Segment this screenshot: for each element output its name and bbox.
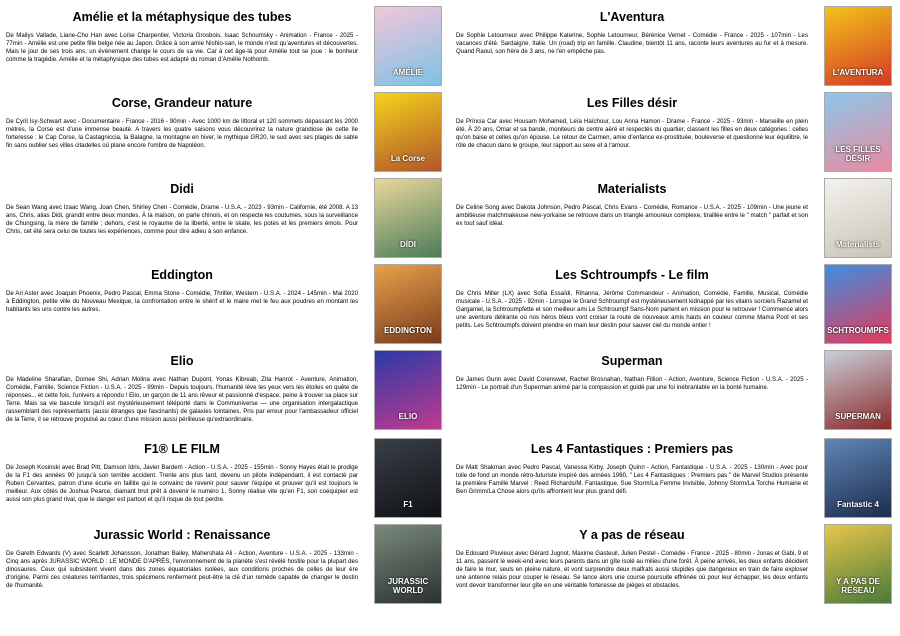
film-title: Superman — [601, 354, 663, 368]
film-poster — [824, 524, 892, 604]
film-text — [456, 258, 808, 330]
film-poster — [824, 178, 892, 258]
film-description: De Madeline Sharafian, Domee Shi, Adrian Molina avec Nathan Dupont, Yonas Kibreab, Zita Hanrot - Aventure, Animation, Comédie, Famille, Science Fiction - U.S.A. - 2025 - 99min - Depuis toujours, l'humanité lève les yeux vers les étoiles en quête de réponses... et cette fois, l'univers a répondu ! Elio, un garçon de 11 ans rêveur et passionné d'espace, peine à trouver sa place sur Terre. Mais sa vie bascule lorsqu'il est mystérieusement téléporté dans le Communiverse — une organisation intergalactique rassemblant des représentants (aussi étranges que fascinants) de galaxies lointaines. Pris par erreur pour l'ambassadeur officiel de la Terre, il se retrouve propulsé au cœur d'une mission aussi périlleuse qu'extraordinaire. — [6, 376, 358, 423]
film-poster — [374, 438, 442, 518]
film-description: De Mailys Vallade, Liane-Cho Han avec Loïse Charpentier, Victoria Grosbois, Isaac Schoumsky - Animation - France - 2025 - 77min - Amélie est une petite fille belge née au Japon. Grâce à son amie Nishio-san, le monde n'est qu'aventures et découvertes. Mais le jour de ses trois ans, un événement change le cours de sa vie. Car à cet âge-là pour Amélie tout se joue : le bonheur comme la tragédie. Amélie et la métaphysique des tubes est adapté du roman d'Amélie Nothomb. — [6, 32, 358, 63]
film-description: De Chris Miller (LX) avec Sofia Essaïdi, Rihanna, Jérôme Commandeur - Animation, Comédie, Famille, Musical, Comédie musicale - U.S.A. - 2025 - 92min - Lorsque le Grand Schtroumpf est mystérieusement kidnappé par les vilains sorciers Razamel et Gargamel, la Schtroumpfette et son meilleur ami Le Schtroumpf Sans-Nom partent en mission pour le retrouver ! Commence alors une aventure délirante où nos héros bleus vont croiser la route de nouveaux amis hauts en couleur comme Mama Poot et ses petits. Les Schtroumpfs doivent prendre en main leur destin pour sauver ciel du monde entier ! — [456, 290, 808, 329]
film-poster — [824, 264, 892, 344]
film-poster — [374, 264, 442, 344]
film-title: Les Filles désir — [586, 96, 678, 110]
poster-title: DÌDI — [400, 240, 416, 249]
film-text — [6, 432, 358, 504]
film-description: De Ari Aster avec Joaquin Phoenix, Pedro Pascal, Emma Stone - Comédie, Thriller, Western - U.S.A. - 2024 - 145min - Mai 2020 à Eddington, petite ville du Nouveau Mexique, la confrontation entre le shérif et le maire met le feu aux poudres en montant les habitants les uns contre les autres. — [6, 290, 358, 313]
film-description: De Sean Wang avec Izaac Wang, Joan Chen, Shirley Chen - Comédie, Drame - U.S.A. - 2023 - 93min - Californie, été 2008. A 13 ans, Chris, alias Didi, grandit entre deux mondes. À la maison, on parle chinois, et on respecte les coutumes, sous la surveillance de Chungsing, la mère de famille ; dehors, c'est le royaume de la liberté, entre le skate, les potes et les premiers émois. Pour Chris, cet été sera celui de toutes les expériences, comme pour dire adieu à son enfance. — [6, 204, 358, 235]
poster-title: F1 — [403, 500, 413, 509]
film-poster — [824, 6, 892, 86]
poster-title: Fantastic 4 — [837, 500, 879, 509]
film-description: De James Gunn avec David Corenswet, Rachel Brosnahan, Nathan Fillion - Action, Aventure, Science Fiction - U.S.A. - 2025 - 129min - Le portrait d'un Superman animé par la compassion et guidé par une foi inébranlable en la bonté humaine. — [456, 376, 808, 391]
film-description: De Edouard Pluvieux avec Gérard Jugnot, Maxime Gasteuil, Julien Pestel - Comédie - France - 2025 - 80min - Jonas et Gabi, 9 et 11 ans, passent le week-end avec leurs parents dans un gîte isolé au milieu d'une forêt. À peine arrivés, les deux enfants décident de faire le mur, seuls en pleine nature, et vont surprendre deux malfrats aussi stupides que dangereux en train de faire exploser une antenne relais pour couper le réseau. Se lance alors une course poursuite effrénée où pour leur échapper, les deux enfants vont devoir transformer leur gîte en une véritable forteresse de pièges et obstacles. — [456, 550, 808, 589]
poster-title: SUPERMAN — [835, 412, 881, 421]
poster-title: LES FILLES DÉSIR — [835, 145, 881, 163]
film-text — [456, 172, 808, 228]
film-text — [456, 86, 808, 150]
film-text — [456, 0, 808, 56]
film-text — [6, 86, 358, 150]
film-description: De Joseph Kosinski avec Brad Pitt, Damson Idris, Javier Bardem - Action - U.S.A. - 2025 - 155min - Sonny Hayes était le prodige de la F1 des années 90 jusqu'à son terrible accident. Trente ans plus tard, devenu un pilote indépendant, il est contacté par Ruben Cervantes, patron d'une écurie en faillite qui le convainc de revenir pour sauver l'équipe et prouver qu'il est toujours le meilleur. Aux côtés de Joshua Pearce, diamant brut prêt à devenir le numéro 1, Sonny réalise vite qu'en F1, son coéquipier est aussi son plus grand rival, que le danger est partout et qu'il risque de tout perdre. — [6, 464, 358, 503]
film-text — [456, 344, 808, 392]
film-title: F1® LE FILM — [144, 442, 220, 456]
film-title: Les Schtroumpfs - Le film — [555, 268, 709, 282]
film-poster — [374, 6, 442, 86]
film-poster — [824, 438, 892, 518]
poster-title: SCHTROUMPFS — [827, 326, 889, 335]
film-description: De Gareth Edwards (V) avec Scarlett Johansson, Jonathan Bailey, Mahershala Ali - Action, Aventure - U.S.A. - 2025 - 133min - Cinq ans après JURASSIC WORLD : LE MONDE D'APRÈS, l'environnement de la planète s'est révélé hostile pour la plupart des dinosaures. Ceux qui subsistent vivent dans des zones équatoriales isolées, aux conditions proches de celles de leur ère d'origine. Parmi ces créatures terrifiantes, trois spécimens renferment peut-être la clé d'un remède capable de changer le destin de l'humanité. — [6, 550, 358, 589]
poster-title: ELIO — [398, 412, 418, 421]
film-description: De Sophie Letourneur avec Philippe Katerine, Sophie Letourneur, Bérénice Vernet - Comédie - France - 2025 - 107min - Les vacances d'été. Sardaigne. Italie. Un (road) trip en famille. Claudine, bientôt 11 ans, raconte leurs aventures au fur et à mesure. Quand Raoul, son frère de 3 ans, ne l'en empêche pas. — [456, 32, 808, 55]
film-title: Didi — [170, 182, 194, 196]
film-text — [456, 432, 808, 496]
film-title: Y a pas de réseau — [579, 528, 685, 542]
film-text — [6, 258, 358, 314]
film-title: Eddington — [151, 268, 213, 282]
film-title: L'Aventura — [599, 10, 665, 24]
right-column — [456, 0, 892, 636]
film-text — [456, 518, 808, 590]
poster-title: La Corse — [390, 154, 426, 163]
left-column — [6, 0, 442, 636]
film-description: De Prïncia Car avec Housam Mohamed, Leïa Haïchour, Lou Anna Hamon - Drame - France - 2025 - 93min - Marseille en plein été. À 20 ans, Omar et sa bande, moniteurs de centre aéré et respectés du quartier, classent les filles en deux catégories : celles qu'on baise et celles qu'on épouse. Le retour de Carmen, amie d'enfance ex-prostituée, bouleverse et questionne leur équilibre, le rôle de chacun dans le groupe, leur rapport au sexe et à l'amour. — [456, 118, 808, 149]
film-title: Elio — [170, 354, 194, 368]
film-poster — [374, 350, 442, 430]
film-poster — [824, 350, 892, 430]
film-poster — [374, 524, 442, 604]
film-text — [6, 0, 358, 64]
film-title: Amélie et la métaphysique des tubes — [72, 10, 292, 24]
poster-title: L'AVENTURA — [832, 68, 884, 77]
film-title: Les 4 Fantastiques : Premiers pas — [530, 442, 734, 456]
film-poster — [824, 92, 892, 172]
film-text — [6, 344, 358, 424]
poster-title: AMÉLIE — [392, 68, 424, 77]
film-poster — [374, 92, 442, 172]
film-description: De Cyril Isy-Schwart avec - Documentaire - France - 2016 - 90min - Avec 1000 km de littoral et 120 sommets dépassant les 2000 mètres, la Corse est d'une immense beauté. A travers les quatre saisons vous découvrirez la nature grandiose de cette île forteresse : le Cap Corse, la Castagniccia, la Balagne, la montagne en hiver, le mythique GR20, le sud avec ses plages de sable fin sans oublier ses villes citadelles où plane encore l'ombre de Napoléon. — [6, 118, 358, 149]
film-text — [6, 518, 358, 590]
poster-title: JURASSIC WORLD — [387, 577, 429, 595]
poster-title: Y A PAS DE RÉSEAU — [835, 577, 880, 595]
film-text — [6, 172, 358, 236]
film-description: De Celine Song avec Dakota Johnson, Pedro Pascal, Chris Evans - Comédie, Romance - U.S.A. - 2025 - 109min - Une jeune et ambitieuse matchmakeuse new-yorkaise se retrouve dans un triangle amoureux complexe, tiraillée entre le " match " parfait et son ex tout sauf idéal. — [456, 204, 808, 227]
film-title: Jurassic World : Renaissance — [93, 528, 271, 542]
film-description: De Matt Shakman avec Pedro Pascal, Vanessa Kirby, Joseph Quinn - Action, Fantastique - U.S.A. - 2025 - 130min - Avec pour toile de fond un monde rétro-futuriste inspiré des années 1960, " Les 4 Fantastiques : Premiers pas " de Marvel Studios présente la première Famille Marvel : Reed Richards/M. Fantastique, Sue Storm/La Femme Invisible, Johnny Storm/La Torche Humaine et Ben Grimm/La Chose alors qu'ils affrontent leur plus grand défi. — [456, 464, 808, 495]
poster-title: Materialists — [835, 240, 881, 249]
film-poster — [374, 178, 442, 258]
film-title: Corse, Grandeur nature — [111, 96, 253, 110]
poster-title: EDDINGTON — [384, 326, 432, 335]
film-title: Materialists — [597, 182, 667, 196]
